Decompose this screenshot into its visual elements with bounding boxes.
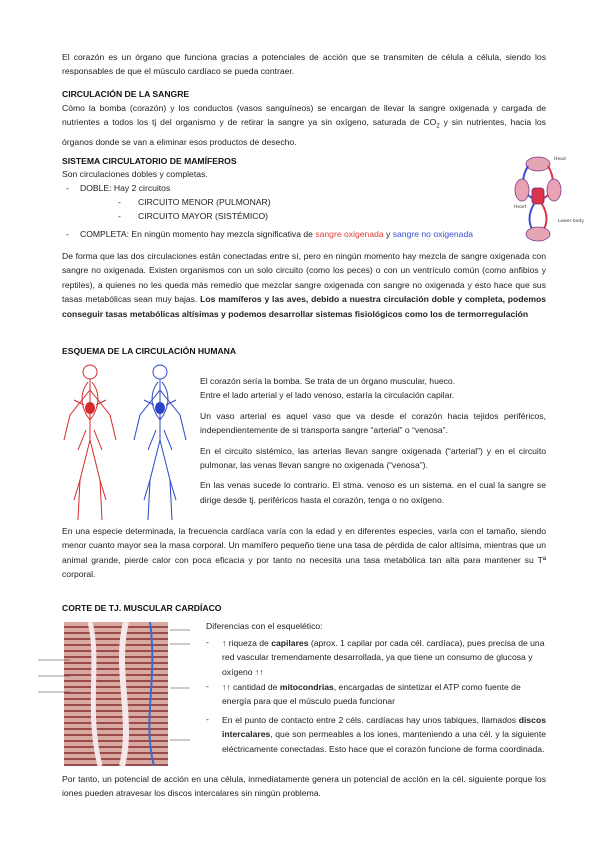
cardiac-tissue-svg bbox=[30, 620, 200, 770]
esquema-p4: En el circuito sistémico, las arterias llevan sangre oxigenada (“arterial”) y en el circuito pulmonar, las venas llevan sangre no oxigenada (“venosa”). bbox=[200, 445, 546, 471]
dash-bullet: - bbox=[206, 637, 209, 647]
diferencia-item-discos bbox=[222, 713, 546, 756]
diferencia-item-mitocondrias bbox=[222, 680, 546, 709]
mamiferos-bold-text: Los mamíferos y las aves, debido a nuestra circulación doble y completa, podemos conseguir tasas metabólicas altísimas y podemos desarrollar sistemas fisiológicos como los de termorregulación bbox=[62, 294, 546, 319]
discos-bold: discos intercalares bbox=[222, 715, 546, 740]
completa-text: COMPLETA: En ningún momento hay mezcla significativa de bbox=[80, 229, 316, 239]
circuito-mayor: CIRCUITO MAYOR (SISTÉMICO) bbox=[138, 211, 269, 221]
final-text: Por tanto, un potencial de acción en una célula, inmediatamente genera un potencial de acción en la cél. siguiente porque los iones pueden atravesar los discos intercalares sin ningún problema. bbox=[62, 774, 546, 799]
dash-bullet: - bbox=[66, 229, 69, 239]
discos-text-a: En el punto de contacto entre 2 céls. cardíacas hay unos tabiques, llamados bbox=[222, 715, 519, 725]
circuito-menor: CIRCUITO MENOR (PULMONAR) bbox=[138, 197, 271, 207]
head-capillary-bed bbox=[526, 157, 550, 171]
diferencia-item-capilares bbox=[222, 636, 546, 679]
red-arterial-body bbox=[64, 365, 116, 520]
circulacion-text-a: Cómo la bomba (corazón) y los conductos (vasos sanguíneos) se encargan de llevar la sangre oxigenada y cargada de nutrientes a todos los tj del organismo y de retirar la sangre ya sin oxígeno, saturada de CO bbox=[62, 103, 546, 128]
dash-bullet: - bbox=[118, 197, 121, 207]
circulation-diagram-svg bbox=[514, 152, 585, 244]
capilares-text-a: ↑ riqueza de bbox=[222, 638, 272, 648]
dash-bullet: - bbox=[118, 211, 121, 221]
esquema-text-block bbox=[200, 374, 546, 507]
discos-text-b: , que son permeables a los iones, manteniendo a una cél. y la siguiente eléctricamente conectadas. Esto hace que el corazón funcione de forma coordinada. bbox=[222, 729, 546, 754]
human-circulation-figure bbox=[60, 360, 198, 526]
intro-paragraph bbox=[62, 50, 546, 79]
co2-subscript: 2 bbox=[436, 124, 440, 131]
dash-bullet: - bbox=[66, 183, 69, 193]
frecuencia-text: En una especie determinada, la frecuencia cardíaca varía con la edad y en diferentes especies, varía con el tamaño, siendo menor cuanto mayor sea la masa corporal. Un mamífero pequeño tiene una tasa de pérdida de calor altísima, mientras que un animal grande, pierde calor con poca eficacia y por tanto no necesita una tasa metabólica tan alta para mantener su Tª corporal. bbox=[62, 526, 546, 580]
intro-text: El corazón es un órgano que funciona gracias a potenciales de acción que se transmiten de célula a célula, siendo los responsables de que el músculo cardíaco se pueda contraer. bbox=[62, 52, 546, 77]
mamiferos-line1: Son circulaciones dobles y completas. bbox=[62, 169, 208, 179]
sangre-no-oxigenada-text: sangre no oxigenada bbox=[392, 229, 474, 239]
frecuencia-paragraph bbox=[62, 524, 546, 582]
lower-capillary-bed bbox=[526, 227, 550, 241]
dash-bullet: - bbox=[206, 681, 209, 691]
diagram-label-heart: Heart bbox=[514, 205, 527, 210]
lung-right bbox=[547, 179, 561, 201]
section-title-circulacion: CIRCULACIÓN DE LA SANGRE bbox=[62, 89, 190, 99]
mitocondrias-text-a: ↑↑ cantidad de bbox=[222, 682, 280, 692]
esquema-p5: En las venas sucede lo contrario. El stma. venoso es un sistema. en el cual la sangre se dirige desde tj. periféricos hasta el corazón, tenga o no oxígeno. bbox=[200, 480, 546, 505]
dash-bullet: - bbox=[206, 714, 209, 724]
lung-left bbox=[515, 179, 529, 201]
mamiferos-paragraph bbox=[62, 249, 546, 321]
diagram-label-lower: Lower body bbox=[558, 219, 585, 224]
circulation-diagram bbox=[514, 152, 585, 244]
section-title-mamiferos: SISTEMA CIRCULATORIO DE MAMÍFEROS bbox=[62, 156, 237, 166]
circulacion-paragraph bbox=[62, 101, 546, 149]
sangre-oxigenada-text: sangre oxigenada bbox=[315, 229, 384, 239]
corte-intro: Diferencias con el esquelético: bbox=[206, 621, 323, 631]
red-heart bbox=[85, 402, 95, 414]
cardiac-tissue-figure bbox=[30, 620, 200, 770]
mitocondrias-bold: mitocondrias bbox=[279, 682, 334, 692]
final-paragraph bbox=[62, 772, 546, 801]
esquema-p2: Entre el lado arterial y el lado venoso, estaría la circulación capilar. bbox=[200, 390, 455, 401]
section-title-esquema: ESQUEMA DE LA CIRCULACIÓN HUMANA bbox=[62, 346, 237, 356]
diagram-label-head: Head bbox=[554, 157, 566, 162]
human-circulation-svg bbox=[60, 360, 198, 526]
capillary-channel bbox=[122, 622, 126, 766]
esquema-p3: Un vaso arterial es aquel vaso que va desde el corazón hacia tejidos periféricos, independientemente de si transporta sangre “arterial” o “venosa”. bbox=[200, 410, 546, 436]
completa-and: y bbox=[383, 229, 393, 239]
circulacion-text-b: y sin nutrientes, hacia los órganos donde se van a eliminar esos productos de desecho. bbox=[62, 117, 546, 147]
blue-heart bbox=[155, 402, 165, 414]
capilares-text-b: (aprox. 1 capilar por cada cél. cardíaca), pues precisa de una red vascular tremendamente desarrollada, ya que tiene un consumo de glucosa y oxígeno ↑↑ bbox=[222, 638, 545, 677]
doble-item: DOBLE: Hay 2 circuitos bbox=[80, 183, 171, 193]
mitocondrias-text-b: , encargadas de sintetizar el ATP como fuente de energía para que el músculo pueda funcionar bbox=[222, 682, 521, 707]
capilares-bold: capilares bbox=[271, 638, 309, 648]
section-title-corte: CORTE DE TJ. MUSCULAR CARDÍACO bbox=[62, 603, 222, 613]
heart-shape bbox=[532, 188, 544, 204]
esquema-p1: El corazón sería la bomba. Se trata de un órgano muscular, hueco. bbox=[200, 376, 456, 386]
blue-venous-body bbox=[134, 365, 186, 520]
mamiferos-text: De forma que las dos circulaciones están conectadas entre sí, pero en ningún momento hay mezcla de sangre oxigenada con sangre no oxigenada. Existen organismos con un solo circuito (como los peces) o con un ventrículo común (como anfibios y reptiles), a quienes no les queda más remedio que mezclar sangre oxigenada con sangre no oxigenada y esto hace que sus tasas metabólicas sean muy bajas. bbox=[62, 251, 546, 305]
completa-item bbox=[80, 228, 473, 241]
